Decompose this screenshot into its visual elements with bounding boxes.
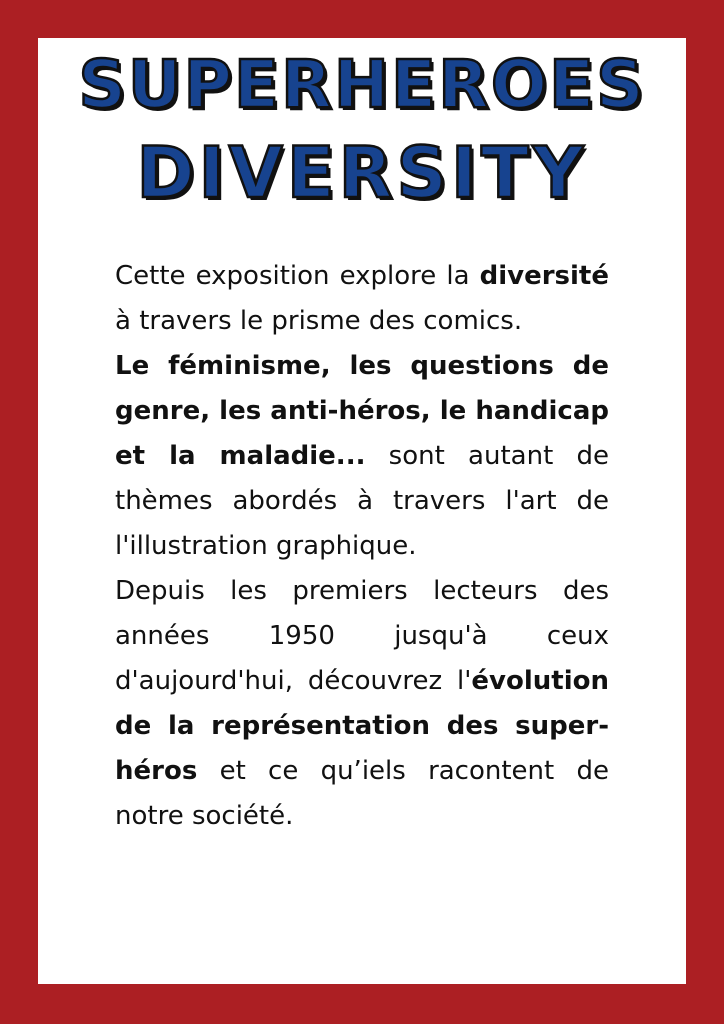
body-text	[115, 254, 609, 839]
evolution-text-2: et ce qu’iels racontent de notre société.	[115, 756, 609, 831]
paragraph-themes	[115, 344, 609, 569]
paragraph-intro	[115, 254, 609, 344]
themes-bold: Le féminisme, les questions de genre, les anti-héros, le handicap et la maladie...	[115, 351, 609, 471]
intro-bold-diversite: diversité	[479, 261, 609, 291]
evolution-bold: évolution de la représentation des super-héros	[115, 666, 609, 786]
evolution-text-1: Depuis les premiers lecteurs des années 1950 jusqu'à ceux d'aujourd'hui, découvrez l'	[115, 576, 609, 696]
content-panel	[38, 38, 686, 984]
title-line-1: SUPERHEROES	[78, 46, 646, 123]
intro-text-2: à travers le prisme des comics.	[115, 306, 523, 336]
title-line-2: DIVERSITY	[136, 132, 588, 214]
themes-text: sont autant de thèmes abordés à travers l'art de l'illustration graphique.	[115, 441, 609, 561]
paragraph-evolution	[115, 569, 609, 839]
intro-text-1: Cette exposition explore la	[115, 261, 480, 291]
